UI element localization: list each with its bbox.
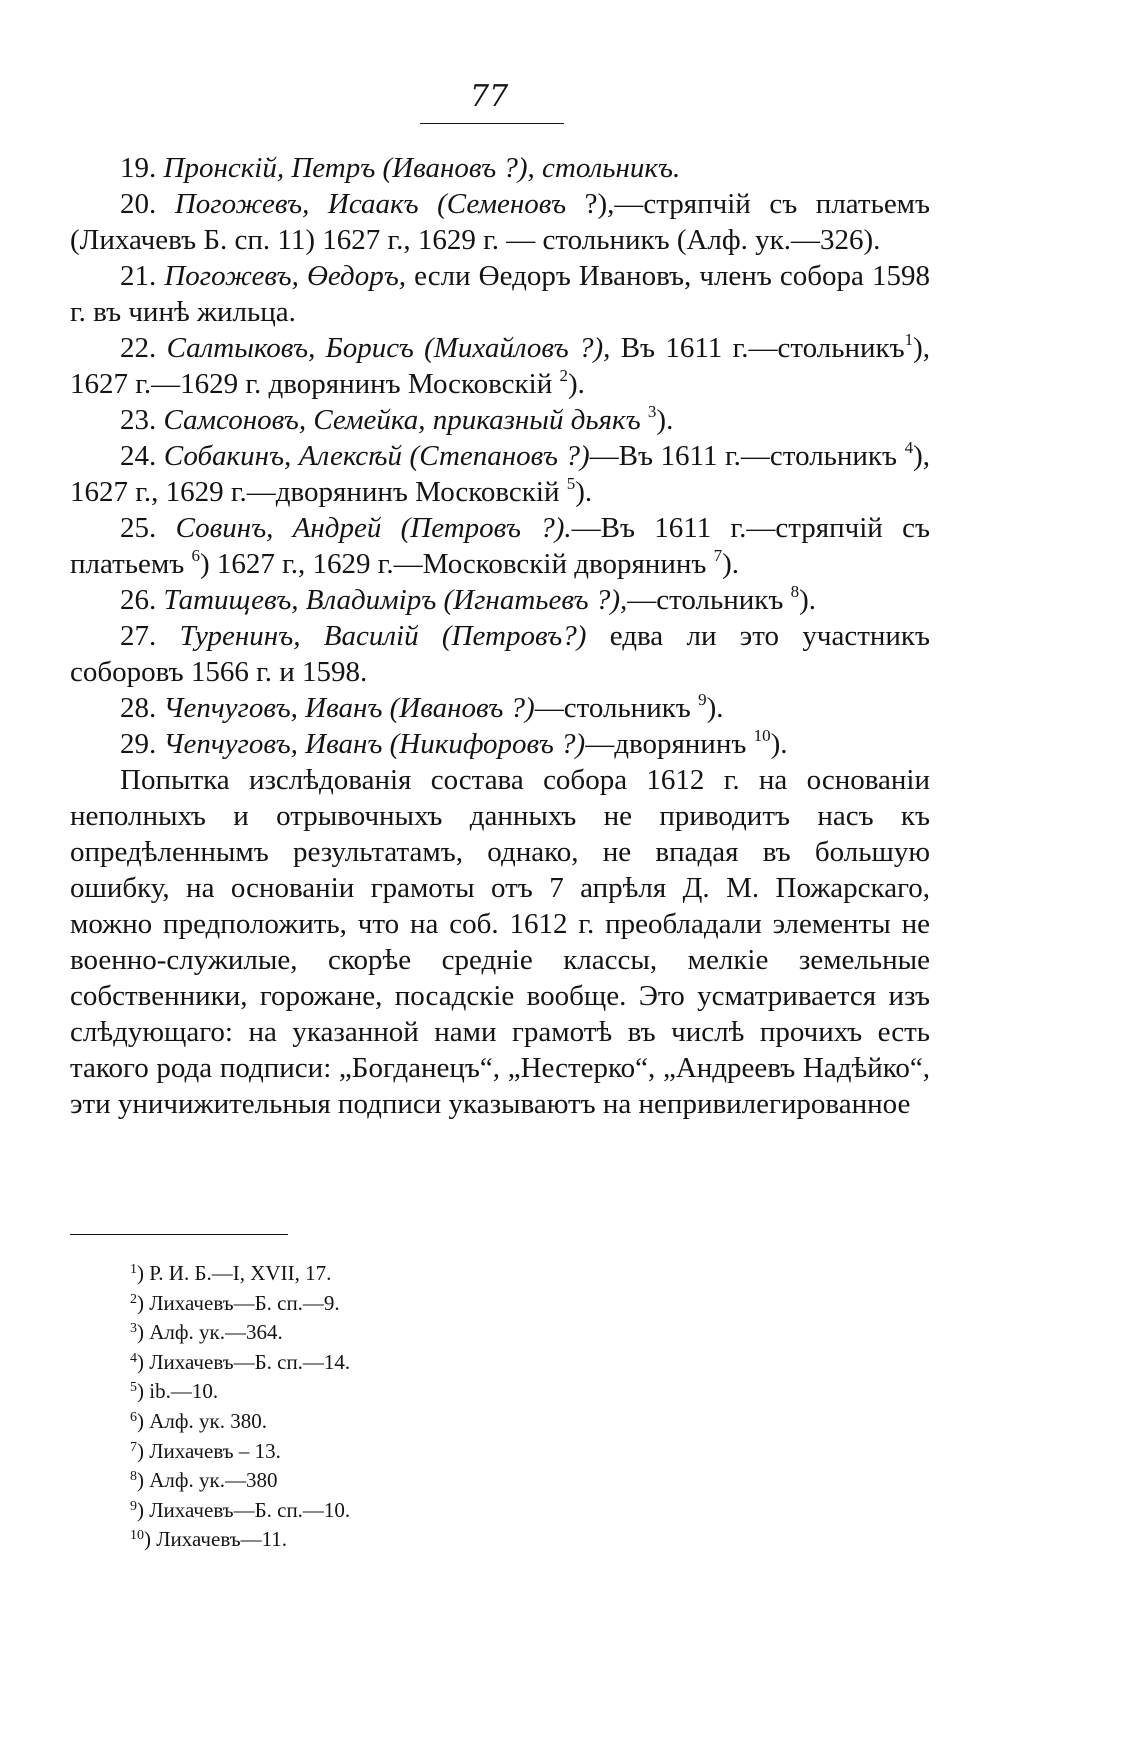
footnotes bbox=[130, 1259, 350, 1555]
footnote: $^7$) Лихачевъ – 13. bbox=[130, 1438, 281, 1463]
footnote-ref: 9 bbox=[698, 690, 707, 709]
footnote-ref: 5 bbox=[566, 474, 576, 493]
entry-25: 25. Совинъ, Андрей (Петровъ ?).—Въ 1611 г.—стряпчій съ платьемъ $^6$) 1627 г., 1629 г.—Московскій дворянинъ $^7$). bbox=[70, 512, 931, 580]
entry-23: 23. Самсоновъ, Семейка, приказный дьякъ $^3$). bbox=[120, 402, 674, 436]
body-text bbox=[70, 150, 930, 1122]
entry-28: 28. Чепчуговъ, Иванъ (Ивановъ ?)—стольникъ $^9$). bbox=[120, 690, 724, 724]
footnote-ref: 2 bbox=[559, 366, 568, 385]
footnote: $^3$) Алф. ук.—364. bbox=[130, 1320, 283, 1345]
footnote-ref: 7 bbox=[713, 546, 723, 565]
entry-20: 20. Погожевъ, Исаакъ (Семеновъ ?),—стряпчій съ платьемъ (Лихачевъ Б. сп. 11) 1627 г., 1629 г. — стольникъ (Алф. ук.—326). bbox=[70, 188, 931, 256]
footnote: $^6$) Алф. ук. 380. bbox=[130, 1408, 267, 1433]
footnote-rule bbox=[70, 1234, 288, 1235]
main-paragraph: Попытка изслѣдованія состава собора 1612 г. на основаніи неполныхъ и отрывочныхъ данныхъ не приводитъ насъ къ опредѣленнымъ результатамъ, однако, не впадая въ большую ошибку, на основаніи грамоты отъ 7 апрѣля Д. М. Пожарскаго, можно предположить, что на соб. 1612 г. преобладали элементы не военно-служилые, скорѣе средніе классы, мелкіе земельные собственники, горожане, посадскіе вообще. Это усматривается изъ слѣдующаго: на указанной нами грамотѣ въ числѣ прочихъ есть такого рода подписи: „Богданецъ“, „Нестерко“, „Андреевъ Надѣйко“, эти уничижительныя подписи указываютъ на непривилегированное bbox=[70, 764, 930, 1120]
entry-27: 27. Туренинъ, Василій (Петровъ?) едва ли это участникъ соборовъ 1566 г. и 1598. bbox=[70, 620, 931, 688]
footnote: $^{10}$) Лихачевъ—11. bbox=[130, 1527, 288, 1552]
entry-19: 19. Пронскій, Петръ (Ивановъ ?), стольникъ. bbox=[120, 152, 681, 184]
entry-29: 29. Чепчуговъ, Иванъ (Никифоровъ ?)—дворянинъ $^{10}$). bbox=[120, 726, 788, 760]
entry-22: 22. Салтыковъ, Борисъ (Михайловъ ?), Въ 1611 г.—стольникъ$^1$), 1627 г.—1629 г. дворянинъ Московскій $^2$). bbox=[70, 330, 931, 400]
footnote-ref: 4 bbox=[904, 438, 914, 457]
page-number-rule bbox=[420, 123, 564, 124]
footnote: $^2$) Лихачевъ—Б. сп.—9. bbox=[130, 1290, 340, 1315]
entry-24: 24. Собакинъ, Алексѣй (Степановъ ?)—Въ 1611 г.—стольникъ $^4$), 1627 г., 1629 г.—дворянинъ Московскій $^5$). bbox=[70, 438, 930, 508]
footnote-ref: 10 bbox=[753, 726, 771, 745]
footnote: $^4$) Лихачевъ—Б. сп.—14. bbox=[130, 1349, 351, 1374]
footnote-ref: 3 bbox=[647, 402, 657, 421]
footnote-ref: 6 bbox=[191, 546, 200, 565]
page-number: 77 bbox=[470, 79, 509, 114]
footnote-ref: 1 bbox=[904, 330, 914, 349]
footnote: $^8$) Алф. ук.—380 bbox=[130, 1468, 278, 1493]
footnote: $^9$) Лихачевъ—Б. сп.—10. bbox=[130, 1497, 351, 1522]
entry-26: 26. Татищевъ, Владиміръ (Игнатьевъ ?),—стольникъ $^8$). bbox=[120, 582, 817, 616]
footnote: $^1$) Р. И. Б.—І, XVII, 17. bbox=[130, 1261, 332, 1285]
entry-21: 21. Погожевъ, Өедоръ, если Өедоръ Ивановъ, членъ собора 1598 г. въ чинѣ жильца. bbox=[70, 260, 930, 328]
footnote-ref: 8 bbox=[790, 582, 800, 601]
footnote: $^5$) ib.—10. bbox=[130, 1379, 219, 1404]
